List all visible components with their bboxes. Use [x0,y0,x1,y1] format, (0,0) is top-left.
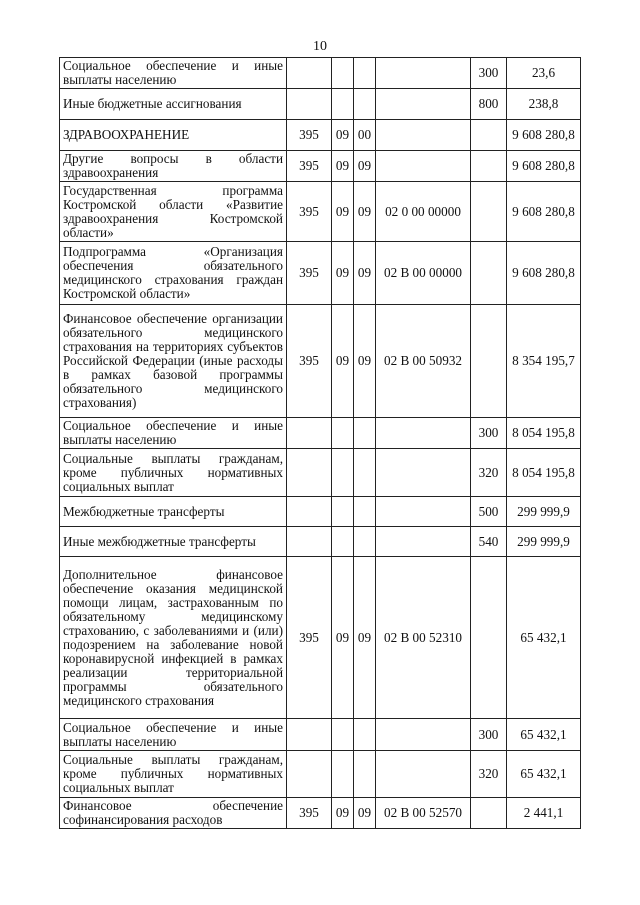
target-item-cell [376,719,471,751]
amount-cell: 8 054 195,8 [507,418,581,449]
admin-code-cell [287,751,332,798]
admin-code-cell [287,497,332,527]
expense-type-cell: 300 [471,418,507,449]
table-row [60,120,581,151]
section-code-cell [332,89,354,120]
expense-type-cell [471,305,507,418]
section-code-cell: 09 [332,151,354,182]
row-name-cell: Иные межбюджетные трансферты [60,527,287,557]
row-name-cell: Социальное обеспечение и иные выплаты населению [60,719,287,751]
target-item-cell [376,418,471,449]
section-code-cell: 09 [332,242,354,305]
expense-type-cell [471,120,507,151]
target-item-cell: 02 В 00 52310 [376,557,471,719]
subsection-code-cell: 09 [354,182,376,242]
amount-cell: 9 608 280,8 [507,120,581,151]
target-item-cell [376,58,471,89]
target-item-cell: 02 В 00 50932 [376,305,471,418]
target-item-cell [376,151,471,182]
amount-cell: 9 608 280,8 [507,242,581,305]
row-name-cell: Другие вопросы в области здравоохранения [60,151,287,182]
row-name-cell: Дополнительное финансовое обеспечение оказания медицинской помощи лицам, застрахованным по обязательному медицинскому страхованию, с заболеваниями и (или) подозрением на заболевание новой коронавирусной инфекцией в рамках реализации территориальной программы обязательного медицинского страхования [60,557,287,719]
subsection-code-cell: 09 [354,242,376,305]
section-code-cell: 09 [332,798,354,829]
admin-code-cell [287,527,332,557]
amount-cell: 299 999,9 [507,497,581,527]
admin-code-cell: 395 [287,798,332,829]
admin-code-cell: 395 [287,557,332,719]
amount-cell: 9 608 280,8 [507,151,581,182]
section-code-cell [332,751,354,798]
subsection-code-cell: 09 [354,151,376,182]
row-name-cell: Социальное обеспечение и иные выплаты населению [60,58,287,89]
subsection-code-cell: 09 [354,305,376,418]
table-row [60,497,581,527]
row-name-cell: Социальное обеспечение и иные выплаты населению [60,418,287,449]
target-item-cell [376,120,471,151]
expense-type-cell: 800 [471,89,507,120]
section-code-cell [332,58,354,89]
expense-type-cell: 500 [471,497,507,527]
expense-type-cell: 300 [471,719,507,751]
amount-cell: 8 054 195,8 [507,449,581,497]
admin-code-cell [287,719,332,751]
subsection-code-cell: 00 [354,120,376,151]
budget-table [59,57,581,829]
row-name-cell: Финансовое обеспечение софинансирования расходов [60,798,287,829]
row-name-cell: Государственная программа Костромской области «Развитие здравоохранения Костромской области» [60,182,287,242]
target-item-cell [376,449,471,497]
section-code-cell [332,527,354,557]
table-row [60,242,581,305]
subsection-code-cell: 09 [354,798,376,829]
subsection-code-cell [354,497,376,527]
amount-cell: 8 354 195,7 [507,305,581,418]
expense-type-cell [471,151,507,182]
table-row [60,719,581,751]
table-row [60,418,581,449]
target-item-cell [376,497,471,527]
admin-code-cell: 395 [287,182,332,242]
section-code-cell: 09 [332,305,354,418]
amount-cell: 23,6 [507,58,581,89]
expense-type-cell [471,242,507,305]
subsection-code-cell [354,89,376,120]
table-row [60,58,581,89]
amount-cell: 2 441,1 [507,798,581,829]
admin-code-cell [287,58,332,89]
section-code-cell [332,418,354,449]
expense-type-cell: 320 [471,449,507,497]
subsection-code-cell [354,58,376,89]
row-name-cell: Иные бюджетные ассигнования [60,89,287,120]
target-item-cell: 02 0 00 00000 [376,182,471,242]
admin-code-cell [287,89,332,120]
expense-type-cell: 300 [471,58,507,89]
amount-cell: 238,8 [507,89,581,120]
subsection-code-cell [354,751,376,798]
table-row [60,449,581,497]
section-code-cell: 09 [332,182,354,242]
row-name-cell: Подпрограмма «Организация обеспечения обязательного медицинского страхования граждан Костромской области» [60,242,287,305]
subsection-code-cell: 09 [354,557,376,719]
admin-code-cell [287,418,332,449]
section-code-cell: 09 [332,120,354,151]
row-name-cell: Межбюджетные трансферты [60,497,287,527]
row-name-cell: Социальные выплаты гражданам, кроме публичных нормативных социальных выплат [60,751,287,798]
admin-code-cell: 395 [287,151,332,182]
page-number: 10 [313,39,327,54]
budget-table-body [60,58,581,829]
table-row [60,305,581,418]
subsection-code-cell [354,527,376,557]
target-item-cell: 02 В 00 52570 [376,798,471,829]
expense-type-cell: 540 [471,527,507,557]
section-code-cell [332,449,354,497]
target-item-cell [376,751,471,798]
table-row [60,151,581,182]
table-row [60,527,581,557]
row-name-cell: Социальные выплаты гражданам, кроме публичных нормативных социальных выплат [60,449,287,497]
admin-code-cell: 395 [287,242,332,305]
subsection-code-cell [354,418,376,449]
table-row [60,89,581,120]
admin-code-cell [287,449,332,497]
table-row [60,557,581,719]
target-item-cell [376,527,471,557]
expense-type-cell: 320 [471,751,507,798]
row-name-cell: Финансовое обеспечение организации обязательного медицинского страхования на территориях субъектов Российской Федерации (иные расходы в рамках базовой программы обязательного медицинского страхования) [60,305,287,418]
amount-cell: 299 999,9 [507,527,581,557]
expense-type-cell [471,557,507,719]
row-name-cell: ЗДРАВООХРАНЕНИЕ [60,120,287,151]
target-item-cell [376,89,471,120]
section-code-cell [332,497,354,527]
subsection-code-cell [354,719,376,751]
table-row [60,182,581,242]
table-row [60,798,581,829]
expense-type-cell [471,182,507,242]
subsection-code-cell [354,449,376,497]
amount-cell: 9 608 280,8 [507,182,581,242]
section-code-cell: 09 [332,557,354,719]
amount-cell: 65 432,1 [507,751,581,798]
amount-cell: 65 432,1 [507,719,581,751]
section-code-cell [332,719,354,751]
table-row [60,751,581,798]
expense-type-cell [471,798,507,829]
admin-code-cell: 395 [287,305,332,418]
amount-cell: 65 432,1 [507,557,581,719]
admin-code-cell: 395 [287,120,332,151]
target-item-cell: 02 В 00 00000 [376,242,471,305]
